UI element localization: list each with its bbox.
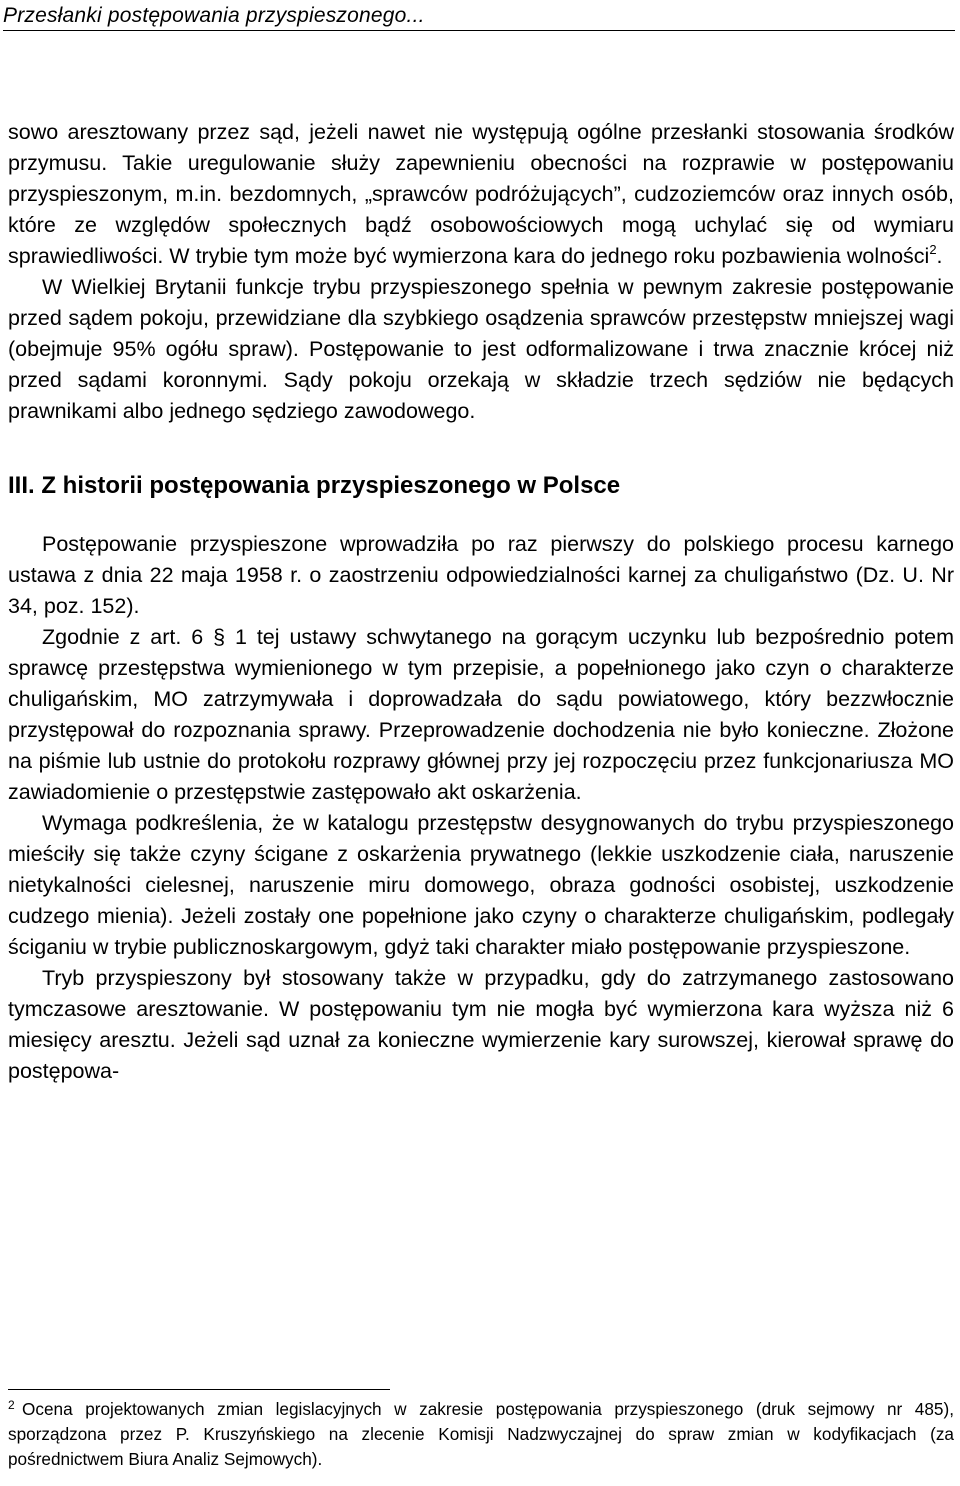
footnote-number: 2 — [8, 1398, 15, 1412]
footnote-text: Ocena projektowanych zmian legislacyjnych w zakresie postępowania przyspieszonego (druk sejmowy nr 485), sporządzona przez P. Kruszyńskiego na zlecenie Komisji Nadzwyczajnej do spraw zmian w kodyfikacjach (za pośrednictwem Biura Analiz Sejmowych). — [8, 1399, 954, 1469]
document-body — [8, 117, 954, 1087]
footnote-reference[interactable]: 2 — [929, 242, 937, 257]
paragraph-3: Postępowanie przyspieszone wprowadziła po raz pierwszy do polskiego procesu karnego ustawa z dnia 22 maja 1958 r. o zaostrzeniu odpowiedzialności karnej za chuligaństwo (Dz. U. Nr 34, poz. 152). — [8, 532, 954, 618]
section-heading: III. Z historii postępowania przyspieszonego w Polsce — [8, 472, 621, 499]
paragraph-4: Zgodnie z art. 6 § 1 tej ustawy schwytanego na gorącym uczynku lub bezpośrednio potem sprawcę przestępstwa wymienionego w tym przepisie, a popełnionego jako czyn o charakterze chuligańskim, MO zatrzymywała i doprowadzała do sądu powiatowego, który bezzwłocznie przystępował do rozpoznania sprawy. Przeprowadzenie dochodzenia nie było konieczne. Złożone na piśmie lub ustnie do protokołu rozprawy głównej przy jej rozpoczęciu przez funkcjonariusza MO zawiadomienie o przestępstwie zastępowało akt oskarżenia. — [8, 625, 954, 804]
paragraph-1-text: sowo aresztowany przez sąd, jeżeli nawet nie występują ogólne przesłanki stosowania środków przymusu. Takie uregulowanie służy zapewnieniu obecności na rozprawie w postępowaniu przyspieszonym, m.in. bezdomnych, „sprawców podróżujących”, cudzoziemców oraz innych osób, które ze względów społecznych bądź osobowościowych mogą uchylać się od wymiaru sprawiedliwości. W trybie tym może być wymierzona kara do jednego roku pozbawienia wolności — [8, 120, 954, 268]
paragraph-1-end: . — [936, 244, 943, 268]
footnote — [8, 1397, 954, 1472]
paragraph-5: Wymaga podkreślenia, że w katalogu przestępstw desygnowanych do trybu przyspieszonego mieściły się także czyny ścigane z oskarżenia prywatnego (lekkie uszkodzenie ciała, naruszenie nietykalności cielesnej, naruszenie miru domowego, obraza godności osobistej, uszkodzenie cudzego mienia). Jeżeli zostały one popełnione jako czyny o charakterze chuligańskim, podlegały ściganiu w trybie publicznoskargowym, gdyż taki charakter miało postępowanie przyspieszone. — [8, 811, 954, 959]
paragraph-1 — [8, 117, 954, 272]
paragraph-6: Tryb przyspieszony był stosowany także w przypadku, gdy do zatrzymanego zastosowano tymczasowe aresztowanie. W postępowaniu tym nie mogła być wymierzona kara wyższa niż 6 miesięcy aresztu. Jeżeli sąd uznał za konieczne wymierzenie kary surowszej, kierował sprawę do postępowa- — [8, 966, 954, 1083]
running-title: Przesłanki postępowania przyspieszonego... — [3, 4, 425, 27]
running-header — [3, 4, 955, 31]
paragraph-2: W Wielkiej Brytanii funkcje trybu przyspieszonego spełnia w pewnym zakresie postępowanie przed sądem pokoju, przewidziane dla szybkiego osądzenia sprawców przestępstw mniejszej wagi (obejmuje 95% ogółu spraw). Postępowanie to jest odformalizowane i trwa znacznie krócej niż przed sądami koronnymi. Sądy pokoju orzekają w składzie trzech sędziów nie będących prawnikami albo jednego sędziego zawodowego. — [8, 275, 954, 423]
footnote-separator — [8, 1389, 390, 1390]
